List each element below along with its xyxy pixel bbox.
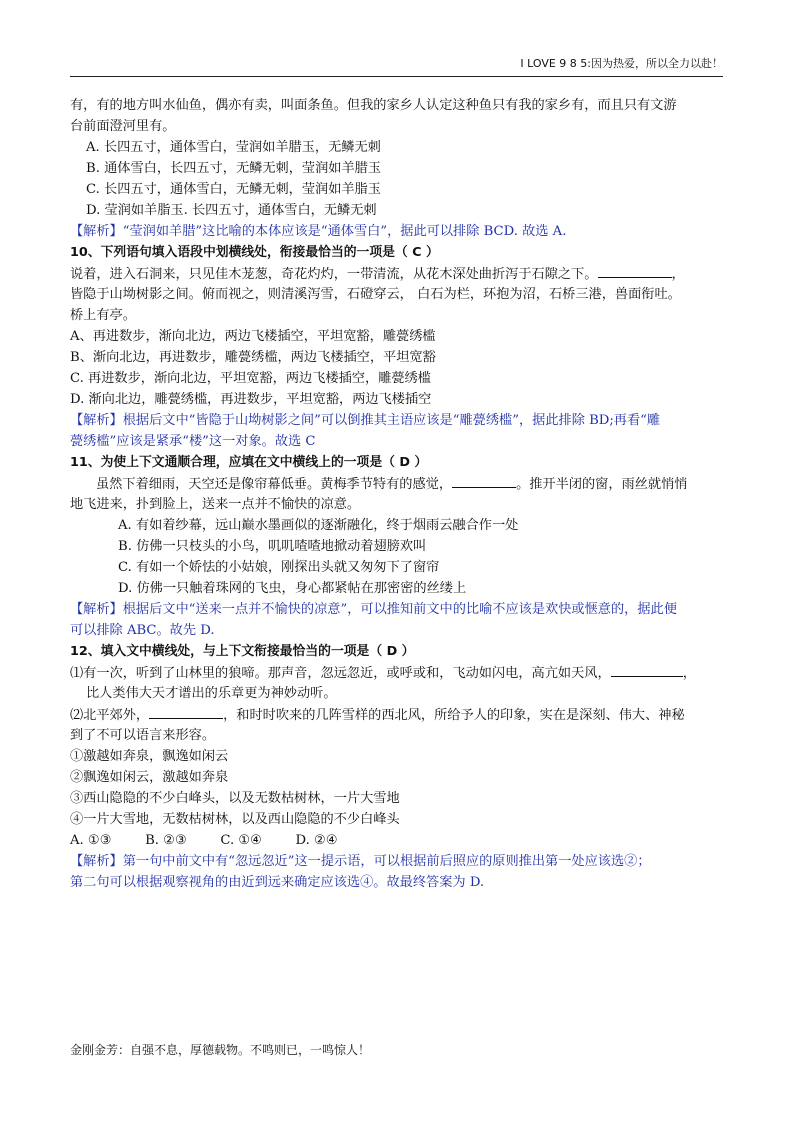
intro-option-b: B. 通体雪白，长四五寸，无鳞无刺，莹润如羊腊玉 xyxy=(86,161,382,176)
page-header xyxy=(70,56,723,77)
q11-option-b: B. 仿佛一只枝头的小鸟，叽叽喳喳地掀动着翅膀欢叫 xyxy=(118,539,427,554)
intro-option-a: A. 长四五寸，通体雪白，莹润如羊腊玉，无鳞无刺 xyxy=(86,140,381,155)
q12-item-2: ②飘逸如闲云，激越如奔泉 xyxy=(70,770,229,785)
footer-text: 金刚金芳：自强不息，厚德载物。不鸣则已，一鸣惊人！ xyxy=(70,1043,371,1057)
q12-p1-text-b: ， xyxy=(682,666,696,681)
q11-text-b: 。推开半闭的窗，雨丝就悄悄 xyxy=(516,477,688,492)
header-text: I LOVE 9 8 5:因为热爱，所以全力以赴！ xyxy=(520,57,723,70)
q12-analysis-line-2: 第二句可以根据观察视角的由近到远来确定应该选④。故最终答案为 D. xyxy=(70,875,485,890)
q12-passage-2-line-1 xyxy=(70,704,723,725)
question-11-title: 11、为使上下文通顺合理，应填在文中横线上的一项是（ D ） xyxy=(70,455,428,470)
q10-analysis-line-2: 甍绣槛”应该是紧承“楼”这一对象。故选 C xyxy=(70,434,316,449)
intro-line-2: 台前面澄河里有。 xyxy=(70,119,176,134)
q10-text-a: 说着，进入石洞来，只见佳木茏葱，奇花灼灼，一带清流，从花木深处曲折泻于石隙之下。 xyxy=(70,267,598,282)
q11-passage-line-2: 地飞进来，扑到脸上，送来一点并不愉快的凉意。 xyxy=(70,497,361,512)
document-body xyxy=(70,95,723,893)
q12-passage-1-line-2: 比人类伟大天才谱出的乐章更为神妙动听。 xyxy=(86,686,337,701)
page-footer xyxy=(70,1041,370,1058)
intro-analysis: 【解析】“莹润如羊腊”这比喻的本体应该是“通体雪白”，据此可以排除 BCD. 故选 A. xyxy=(70,224,567,239)
question-12-title: 12、填入文中横线处，与上下文衔接最恰当的一项是（ D ） xyxy=(70,644,415,659)
q11-blank xyxy=(452,473,516,488)
q10-analysis-line-1: 【解析】根据后文中“皆隐于山坳树影之间”可以倒推其主语应该是“雕甍绣槛”，据此排除 BD;再看“雕 xyxy=(70,413,661,428)
intro-option-c: C. 长四五寸，通体雪白，无鳞无刺，莹润如羊脂玉 xyxy=(86,182,381,197)
q12-blank-1 xyxy=(611,662,683,677)
q11-analysis-line-1: 【解析】根据后文中“送来一点并不愉快的凉意”，可以推知前文中的比喻不应该是欢快或惬意的，据此便 xyxy=(70,602,677,617)
q11-option-d: D. 仿佛一只触着珠网的飞虫，身心都紧帖在那密密的丝缕上 xyxy=(118,581,467,596)
intro-line-1: 有，有的地方叫水仙鱼，偶亦有卖，叫面条鱼。但我的家乡人认定这种鱼只有我的家乡有，而且只有文游 xyxy=(70,98,677,113)
q10-text-b: ， xyxy=(671,267,685,282)
q12-item-1: ①激越如奔泉，飘逸如闲云 xyxy=(70,749,229,764)
q10-option-a: A、再进数步，渐向北边，两边飞楼插空，平坦宽豁，雕甍绣槛 xyxy=(70,329,436,344)
q11-option-c: C. 有如一个娇怯的小姑娘，刚探出头就又匆匆下了窗帘 xyxy=(118,560,440,575)
question-10-title: 10、下列语句填入语段中划横线处，衔接最恰当的一项是（ C ） xyxy=(70,245,439,260)
q12-blank-2 xyxy=(149,704,223,719)
q12-item-4: ④一片大雪地，无数枯树林，以及西山隐隐的不少白峰头 xyxy=(70,812,400,827)
q12-passage-1-line-1 xyxy=(70,662,723,683)
q10-passage-line-2: 皆隐于山坳树影之间。俯而视之，则清溪泻雪，石磴穿云， 白石为栏，环抱为沼，石桥三港，兽面衔吐。 xyxy=(70,287,681,302)
q10-passage-line-3: 桥上有亭。 xyxy=(70,308,136,323)
q12-item-3: ③西山隐隐的不少白峰头，以及无数枯树林，一片大雪地 xyxy=(70,791,400,806)
q11-passage-line-1 xyxy=(70,473,723,494)
q11-analysis-line-2: 可以排除 ABC。故先 D. xyxy=(70,623,215,638)
q12-analysis-line-1: 【解析】第一句中前文中有“忽远忽近”这一提示语，可以根据前后照应的原则推出第一处应该选②； xyxy=(70,854,651,869)
q10-passage-line-1 xyxy=(70,263,723,284)
q10-option-c: C. 再进数步，渐向北边，平坦宽豁，两边飞楼插空，雕甍绣槛 xyxy=(70,371,431,386)
q12-p2-text-a: ⑵北平郊外， xyxy=(70,708,150,723)
q11-option-a: A. 有如着纱幕，远山巅水墨画似的逐渐融化，终于烟雨云融合作一处 xyxy=(118,518,519,533)
q12-choices: A. ①③ B. ②③ C. ①④ D. ②④ xyxy=(70,833,338,848)
q12-p2-text-b: ，和时时吹来的几阵雪样的西北风，所给予人的印象，实在是深刻、伟大、神秘 xyxy=(223,708,685,723)
q12-p1-text-a: ⑴有一次，听到了山林里的狼啼。那声音，忽远忽近，或呼或和，飞动如闪电，高亢如天风， xyxy=(70,666,611,681)
intro-option-d: D. 莹润如羊脂玉. 长四五寸，通体雪白，无鳞无刺 xyxy=(86,203,377,218)
q10-option-d: D. 渐向北边，雕甍绣槛，再进数步，平坦宽豁，两边飞楼插空 xyxy=(70,392,432,407)
q12-passage-2-line-2: 到了不可以语言来形容。 xyxy=(70,728,216,743)
q10-option-b: B、渐向北边，再进数步，雕甍绣槛，两边飞楼插空，平坦宽豁 xyxy=(70,350,436,365)
q11-text-a: 虽然下着细雨，天空还是像帘幕低垂。黄梅季节特有的感觉， xyxy=(96,477,453,492)
q10-blank xyxy=(598,263,672,278)
